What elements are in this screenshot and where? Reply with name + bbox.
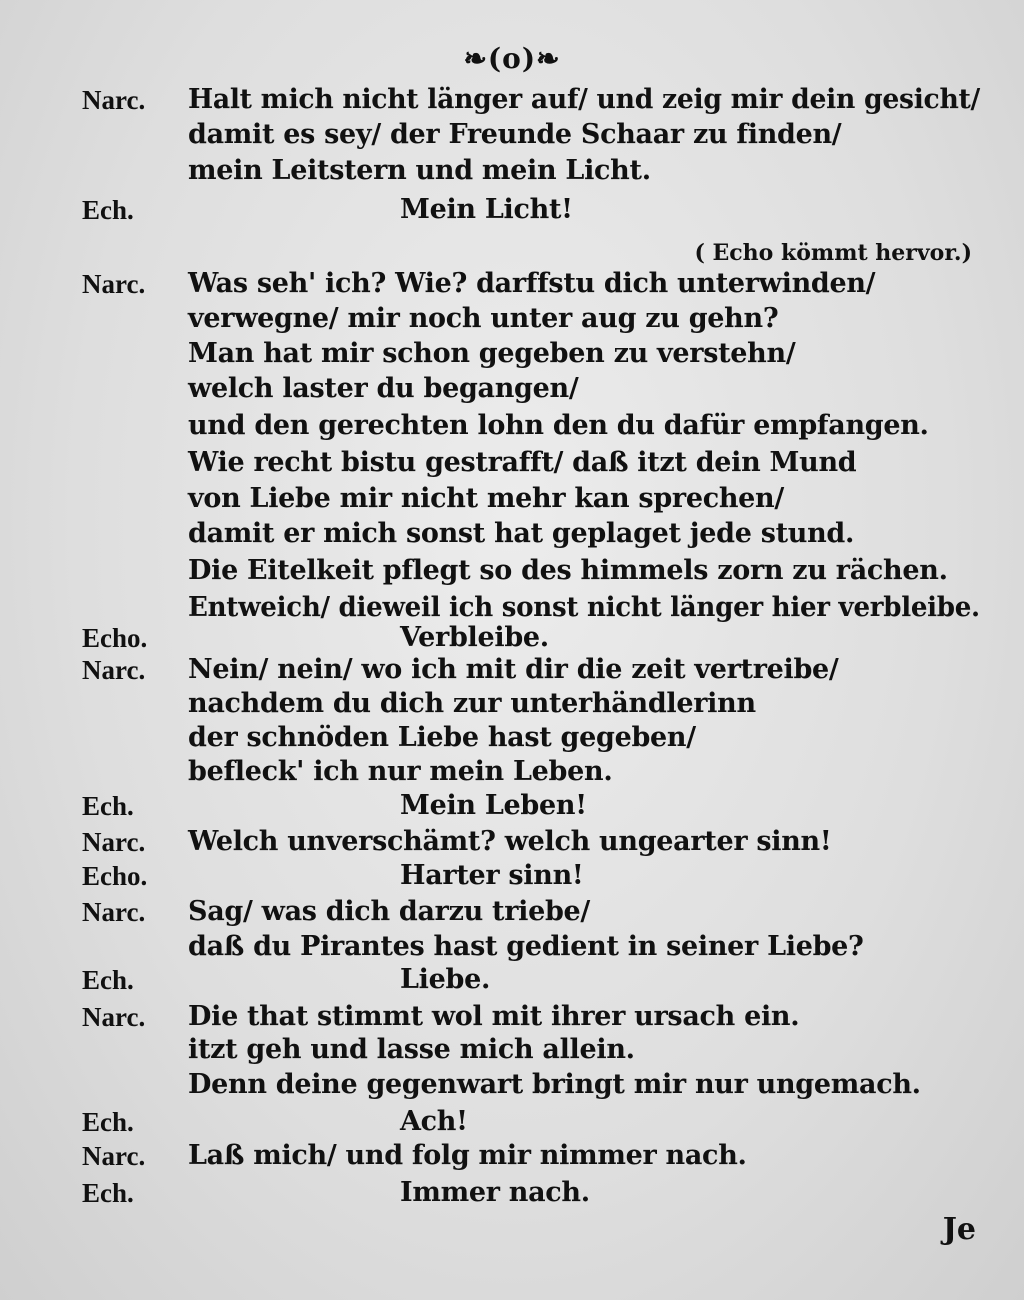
verse-text: Mein Licht!: [400, 194, 573, 225]
verse-text: Welch unverschämt? welch ungearter sinn!: [188, 826, 832, 857]
verse-text: itzt geh und lasse mich allein.: [188, 1034, 635, 1065]
page-ornament: ❧(o)❧: [463, 42, 561, 75]
speaker-name: Ech.: [82, 965, 134, 995]
verse-text: Die that stimmt wol mit ihrer ursach ein.: [188, 1001, 800, 1032]
verse-text: Laß mich/ und folg mir nimmer nach.: [188, 1140, 747, 1171]
verse-text: Die Eitelkeit pflegt so des himmels zorn zu rächen.: [188, 555, 948, 586]
verse-text: Entweich/ dieweil ich sonst nicht länger hier verbleibe.: [188, 592, 980, 623]
dialogue-line: [0, 894, 1024, 930]
verse-text: mein Leitstern und mein Licht.: [188, 155, 651, 186]
dialogue-line: [0, 117, 1024, 153]
speaker-name: Ech.: [82, 195, 134, 225]
verse-text: Liebe.: [400, 964, 491, 995]
verse-text: Wie recht bistu gestrafft/ daß itzt dein Mund: [188, 447, 857, 478]
speaker-name: Ech.: [82, 1178, 134, 1208]
speaker-name: Narc.: [82, 85, 146, 115]
dialogue-line: [0, 686, 1024, 722]
dialogue-line: [0, 516, 1024, 552]
dialogue-line: [0, 481, 1024, 517]
verse-text: und den gerechten lohn den du dafür empfangen.: [188, 410, 929, 441]
verse-text: der schnöden Liebe hast gegeben/: [188, 722, 696, 753]
speaker-name: Ech.: [82, 1107, 134, 1137]
speaker-name: Narc.: [82, 897, 146, 927]
dialogue-line: [0, 336, 1024, 372]
dialogue-line: [0, 1032, 1024, 1068]
verse-text: von Liebe mir nicht mehr kan sprechen/: [188, 483, 784, 514]
verse-text: Sag/ was dich darzu triebe/: [188, 896, 590, 927]
dialogue-line: [0, 788, 1024, 824]
verse-text: Nein/ nein/ wo ich mit dir die zeit vertreibe/: [188, 654, 839, 685]
stage-direction: ( Echo kömmt hervor.): [694, 240, 972, 266]
dialogue-line: [0, 1175, 1024, 1211]
dialogue-line: [0, 408, 1024, 444]
verse-text: Halt mich nicht länger auf/ und zeig mir dein gesicht/: [188, 84, 981, 115]
speaker-name: Echo.: [82, 861, 148, 891]
speaker-name: Narc.: [82, 269, 146, 299]
dialogue-line: [0, 153, 1024, 189]
verse-text: welch laster du begangen/: [188, 373, 579, 404]
verse-text: Immer nach.: [400, 1177, 590, 1208]
verse-text: Ach!: [400, 1106, 468, 1137]
catchword: Je: [942, 1212, 976, 1247]
dialogue-line: [0, 620, 1024, 656]
verse-text: Mein Leben!: [400, 790, 587, 821]
verse-text: Denn deine gegenwart bringt mir nur ungemach.: [188, 1069, 921, 1100]
verse-text: Verbleibe.: [400, 622, 549, 653]
verse-text: nachdem du dich zur unterhändlerinn: [188, 688, 756, 719]
speaker-name: Echo.: [82, 623, 148, 653]
dialogue-line: [0, 371, 1024, 407]
speaker-name: Narc.: [82, 1002, 146, 1032]
dialogue-line: [0, 82, 1024, 118]
speaker-name: Narc.: [82, 827, 146, 857]
dialogue-line: [0, 652, 1024, 688]
speaker-name: Narc.: [82, 655, 146, 685]
verse-text: Man hat mir schon gegeben zu verstehn/: [188, 338, 796, 369]
dialogue-line: [0, 1138, 1024, 1174]
dialogue-line: [0, 962, 1024, 998]
dialogue-line: [0, 720, 1024, 756]
dialogue-line: [0, 754, 1024, 790]
dialogue-line: [0, 824, 1024, 860]
verse-text: daß du Pirantes hast gedient in seiner Liebe?: [188, 931, 864, 962]
dialogue-line: [0, 929, 1024, 965]
verse-text: Harter sinn!: [400, 860, 584, 891]
dialogue-line: [0, 858, 1024, 894]
dialogue-line: [0, 445, 1024, 481]
verse-text: befleck' ich nur mein Leben.: [188, 756, 613, 787]
dialogue-line: [0, 192, 1024, 228]
speaker-name: Ech.: [82, 791, 134, 821]
dialogue-line: [0, 553, 1024, 589]
verse-text: Was seh' ich? Wie? darffstu dich unterwinden/: [188, 268, 876, 299]
dialogue-line: [0, 301, 1024, 337]
verse-text: damit er mich sonst hat geplaget jede stund.: [188, 518, 855, 549]
dialogue-line: [0, 999, 1024, 1035]
dialogue-line: [0, 266, 1024, 302]
verse-text: damit es sey/ der Freunde Schaar zu finden/: [188, 119, 842, 150]
speaker-name: Narc.: [82, 1141, 146, 1171]
verse-text: verwegne/ mir noch unter aug zu gehn?: [188, 303, 779, 334]
dialogue-line: [0, 1104, 1024, 1140]
dialogue-line: [0, 1067, 1024, 1103]
